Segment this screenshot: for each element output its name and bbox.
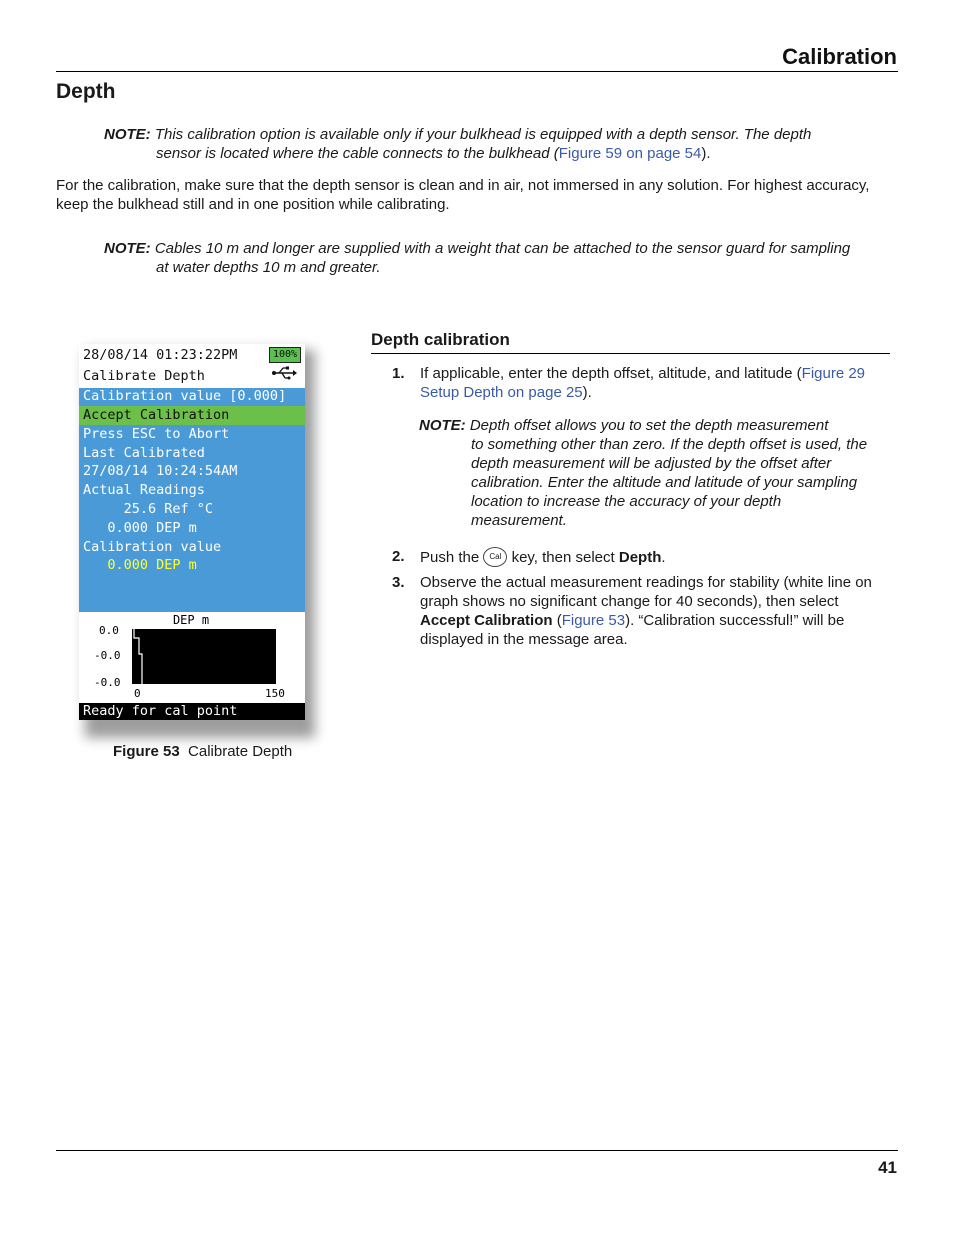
figure-label: Figure 53 <box>113 743 180 760</box>
note-text-end: ). <box>701 145 711 162</box>
note-text-cont: to something other than zero. If the depth offset is used, the depth measurement will be adjusted by the offset after calibration. Enter the altitude and latitude of your sampling location to increase the accuracy of your depth measurement. <box>471 436 868 529</box>
depth-graph <box>79 612 305 704</box>
note-text-cont: sensor is located where the cable connects to the bulkhead ( <box>156 145 559 162</box>
note-cable-weight <box>104 239 899 277</box>
intro-paragraph: For the calibration, make sure that the depth sensor is clean and in air, not immersed in any solution. For highest accuracy, keep the bulkhead still and in one position while calibrating. <box>56 177 870 213</box>
step-text: If applicable, enter the depth offset, altitude, and latitude ( <box>420 365 802 382</box>
note-label: NOTE: <box>419 417 466 434</box>
step-number: 2. <box>392 548 405 565</box>
graph-y-tick: 0.0 <box>99 624 119 637</box>
last-calibrated-label: Last Calibrated <box>83 445 205 461</box>
usb-icon <box>271 366 297 384</box>
note-label: NOTE: <box>104 240 151 257</box>
device-status-bar: Ready for cal point <box>79 703 305 720</box>
figure-59-link[interactable]: Figure 59 on page 54 <box>558 145 702 162</box>
figure-caption-text: Calibrate Depth <box>188 743 293 760</box>
step-1 <box>392 364 887 402</box>
step-number: 1. <box>392 365 405 382</box>
reading-temperature: 25.6 Ref °C <box>83 501 214 517</box>
graph-plot-area <box>132 629 276 684</box>
step-text-mid: key, then select <box>511 549 615 566</box>
device-screen-title: Calibrate Depth <box>83 368 205 384</box>
step-bold-accept-calibration: Accept Calibration <box>420 612 553 629</box>
graph-y-tick: -0.0 <box>94 676 121 689</box>
figure-53-link[interactable]: Figure 53 <box>561 612 626 629</box>
note-text-cont: at water depths 10 m and greater. <box>156 259 381 276</box>
graph-title: DEP m <box>172 613 210 627</box>
step-3 <box>392 573 887 649</box>
step-text-end: ). “Calibration successful!” will be displayed in the message area. <box>420 612 845 648</box>
subsection-title: Depth calibration <box>371 330 510 349</box>
device-screenshot <box>79 344 305 720</box>
note-depth-sensor <box>104 125 884 163</box>
usb-icon-svg <box>271 366 297 380</box>
graph-x-tick: 0 <box>134 687 141 700</box>
step-text: Push the <box>420 549 480 566</box>
note-depth-offset <box>419 416 879 530</box>
step-2 <box>392 547 887 567</box>
figure-29-link[interactable]: Figure 29 Setup Depth on page 25 <box>420 365 866 401</box>
header-title: Calibration <box>782 44 897 69</box>
reading-depth: 0.000 DEP m <box>83 520 197 536</box>
page-number: 41 <box>878 1158 897 1177</box>
graph-y-tick: -0.0 <box>94 649 121 662</box>
device-graph-panel <box>79 612 305 704</box>
step-text-end: ). <box>582 384 592 401</box>
step-text-end: . <box>661 549 666 566</box>
section-title: Depth <box>56 80 116 103</box>
calibration-value-reading: 0.000 DEP m <box>83 557 197 573</box>
cal-key-icon: Cal <box>483 547 507 567</box>
menu-item-calibration-value[interactable]: Calibration value [0.000] <box>83 388 287 404</box>
step-number: 3. <box>392 574 405 591</box>
device-datetime: 28/08/14 01:23:22PM <box>83 347 238 363</box>
calibration-value-label: Calibration value <box>83 539 222 555</box>
note-text: Cables 10 m and longer are supplied with a weight that can be attached to the sensor guard for sampling <box>154 240 851 257</box>
menu-item-accept-calibration[interactable]: Accept Calibration <box>79 406 305 425</box>
note-text: Depth offset allows you to set the depth measurement <box>469 417 829 434</box>
actual-readings-label: Actual Readings <box>83 482 205 498</box>
footer-divider <box>56 1150 898 1151</box>
step-text-open: ( <box>552 612 562 629</box>
figure-caption <box>113 743 292 760</box>
menu-item-press-esc: Press ESC to Abort <box>83 426 230 442</box>
last-calibrated-value: 27/08/14 10:24:54AM <box>83 463 238 479</box>
step-text: Observe the actual measurement readings for stability (white line on graph shows no significant change for 40 seconds), then select <box>420 574 872 610</box>
graph-x-tick: 150 <box>265 687 285 700</box>
subsection-divider <box>371 353 890 354</box>
step-bold-depth: Depth <box>618 549 662 566</box>
header-divider <box>56 71 898 72</box>
note-text: This calibration option is available only if your bulkhead is equipped with a depth sensor. The depth <box>154 126 812 143</box>
battery-icon: 100% <box>269 347 301 363</box>
note-label: NOTE: <box>104 126 151 143</box>
